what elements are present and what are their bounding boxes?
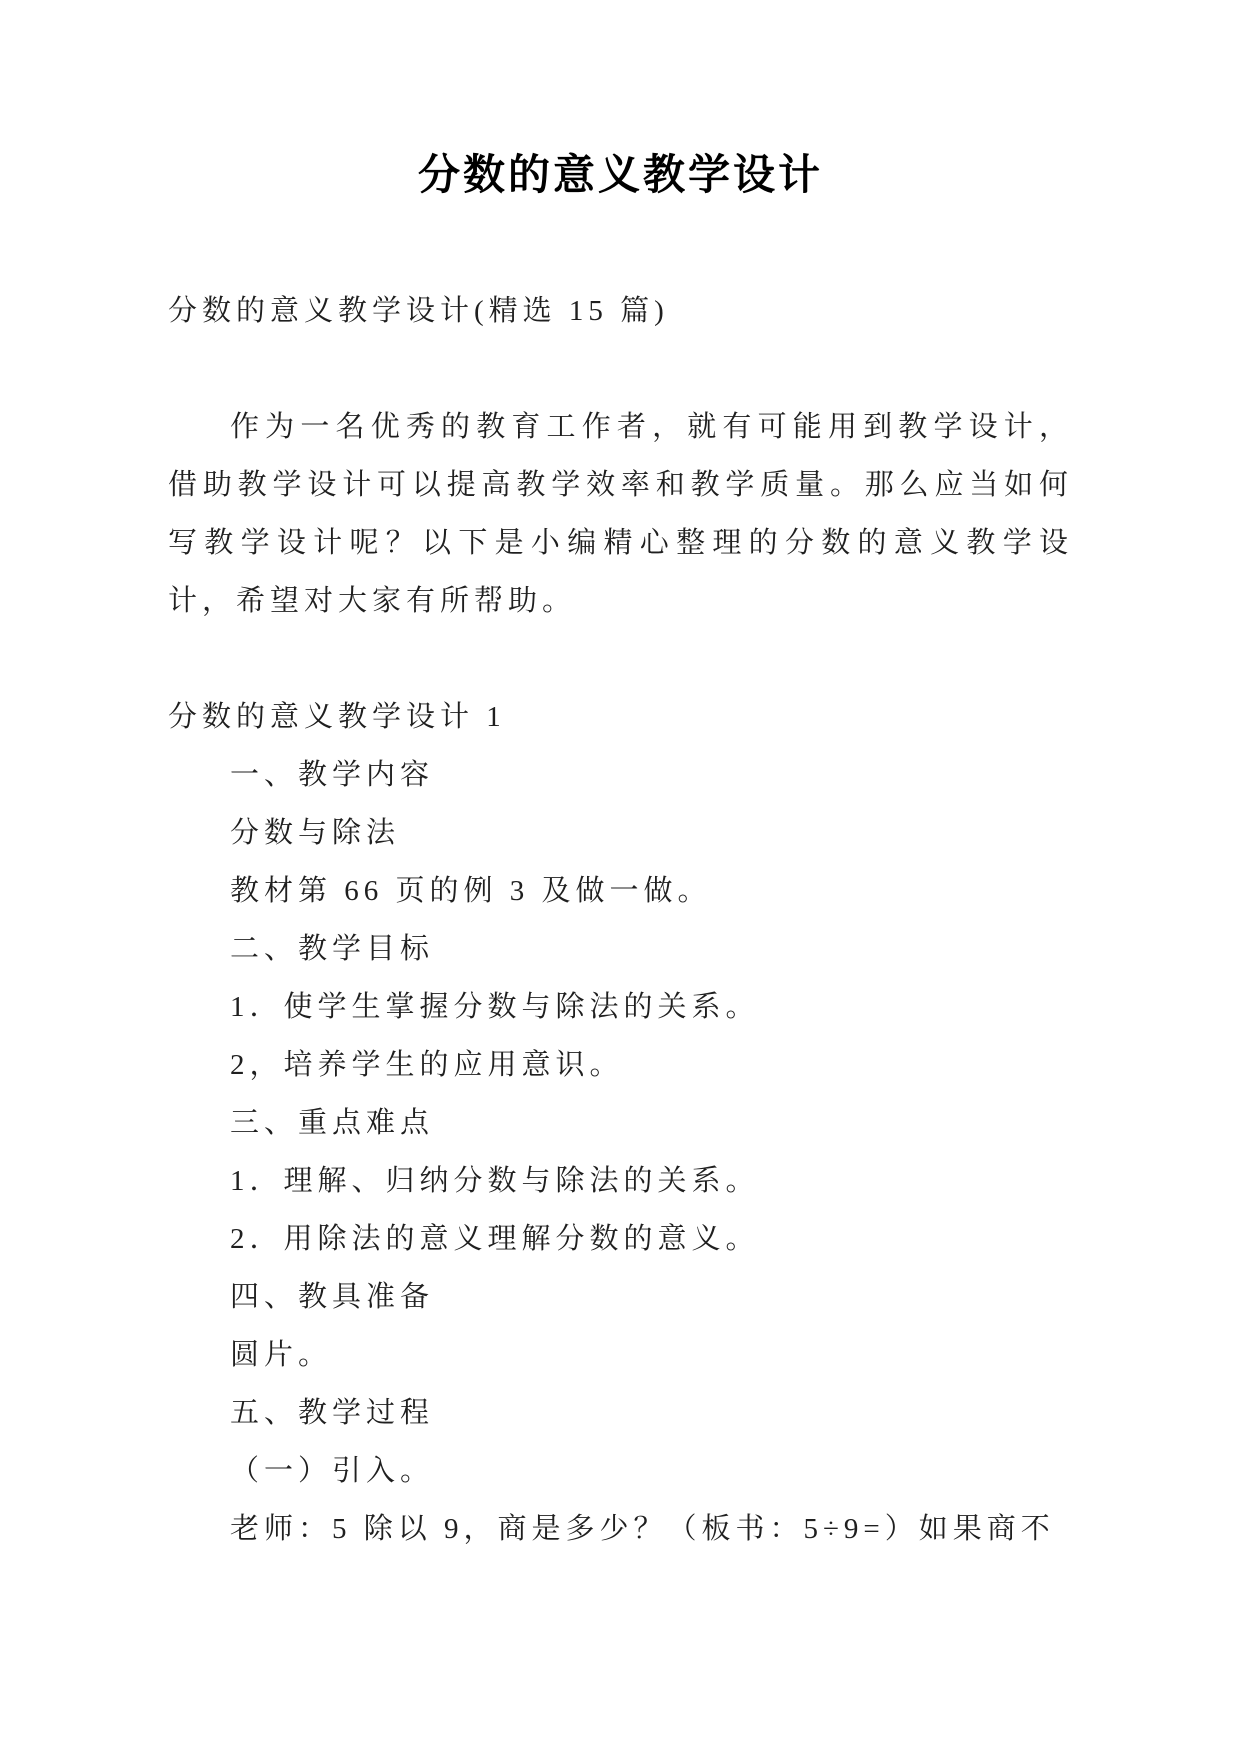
body-line-goal-2: 2，培养学生的应用意识。 [230, 1049, 624, 1081]
body-line-textbook-ref: 教材第 66 页的例 3 及做一做。 [230, 875, 712, 907]
section-heading: 分数的意义教学设计 1 [168, 701, 506, 733]
body-line-topic: 分数与除法 [230, 817, 401, 849]
body-line-teaching-content-heading: 一、教学内容 [230, 759, 435, 791]
body-line-key-point-2: 2．用除法的意义理解分数的意义。 [230, 1223, 760, 1255]
body-line-process-step-1: （一）引入。 [230, 1455, 435, 1487]
document-subtitle: 分数的意义教学设计(精选 15 篇) [168, 295, 669, 327]
document-title: 分数的意义教学设计 [417, 153, 823, 199]
body-line-goal-1: 1．使学生掌握分数与除法的关系。 [230, 991, 760, 1023]
body-line-goals-heading: 二、教学目标 [230, 933, 435, 965]
intro-paragraph: 作为一名优秀的教育工作者，就有可能用到教学设计，借助教学设计可以提高教学效率和教学质量。那么应当如何写教学设计呢？以下是小编精心整理的分数的意义教学设计，希望对大家有所帮助。 [168, 411, 1073, 617]
body-line-aids-item: 圆片。 [230, 1339, 333, 1371]
body-line-key-point-1: 1．理解、归纳分数与除法的关系。 [230, 1165, 760, 1197]
body-line-teacher-dialog: 老师：5 除以 9，商是多少？（板书：5÷9=）如果商不 [230, 1513, 1055, 1545]
body-line-aids-heading: 四、教具准备 [230, 1281, 435, 1313]
body-line-process-heading: 五、教学过程 [230, 1397, 435, 1429]
body-line-key-points-heading: 三、重点难点 [230, 1107, 435, 1139]
